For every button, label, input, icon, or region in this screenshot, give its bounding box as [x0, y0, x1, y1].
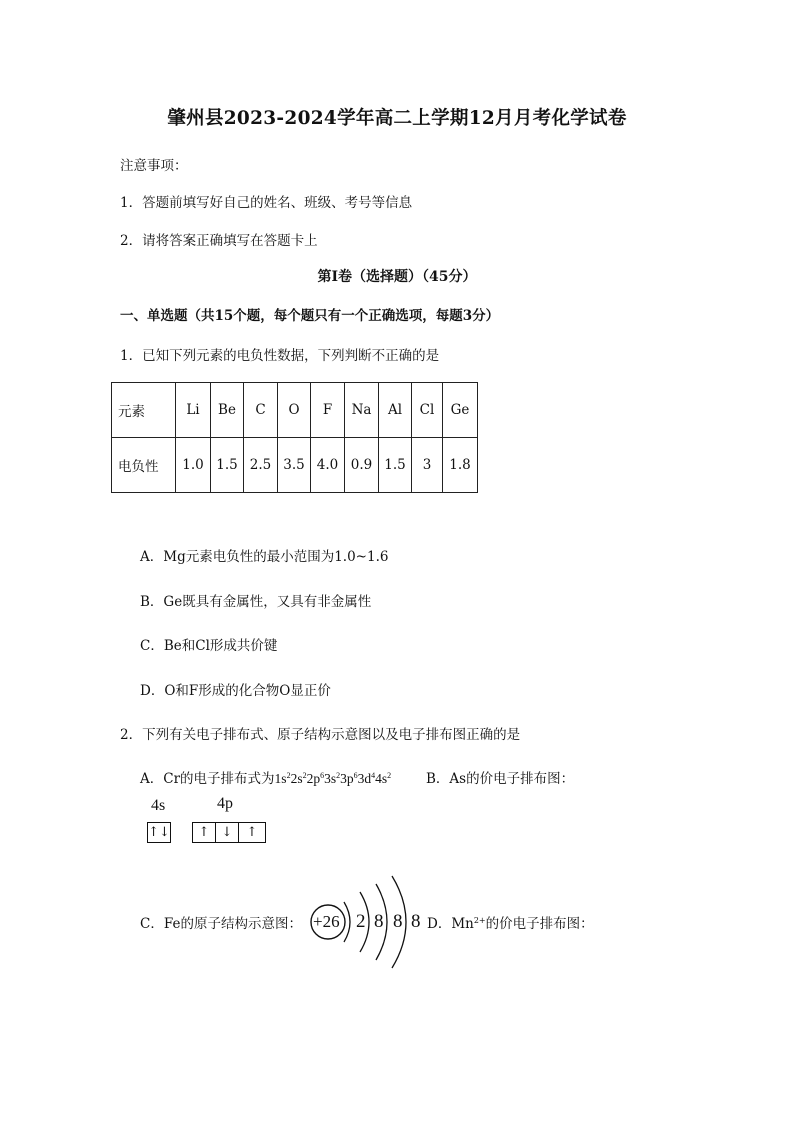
q2-option-d: D．$Mn^{2+}$的价电子排布图： — [427, 916, 594, 932]
table-cell: 0.9 — [345, 438, 379, 493]
table-cell: 3.5 — [278, 438, 311, 493]
table-cell: 3 — [412, 438, 443, 493]
table-cell: Na — [345, 383, 379, 438]
table-cell: 2.5 — [244, 438, 278, 493]
part-one-heading: 一、单选题（共15个题，每个题只有一个正确选项，每题3分） — [120, 308, 500, 324]
electronegativity-table — [111, 382, 478, 493]
q1-option-d: D．O和F形成的化合物O显正价 — [140, 683, 331, 699]
table-cell: Ge — [443, 383, 478, 438]
q1-option-b: B．Ge既具有金属性，又具有非金属性 — [140, 594, 372, 610]
shell-count-2: 8 — [374, 911, 384, 932]
note-item-2: 2．请将答案正确填写在答题卡上 — [120, 233, 318, 249]
orbital-4p-label: 4p — [217, 795, 233, 812]
table-cell: 1.8 — [443, 438, 478, 493]
shell-count-1: 2 — [356, 911, 366, 932]
orbital-box-4p-1: ↑ — [192, 822, 216, 843]
section-title: 第I卷（选择题）（45分） — [317, 269, 477, 285]
notes-heading: 注意事项： — [120, 158, 188, 174]
question-1-stem: 1．已知下列元素的电负性数据，下列判断不正确的是 — [120, 348, 440, 364]
table-cell: 4.0 — [311, 438, 345, 493]
note-item-1: 1．答题前填写好自己的姓名、班级、考号等信息 — [120, 195, 413, 211]
orbital-box-4p-3: ↑ — [238, 822, 266, 843]
table-cell: C — [244, 383, 278, 438]
table-cell: 1.5 — [211, 438, 244, 493]
table-cell: Al — [379, 383, 412, 438]
shell-count-4: 8 — [411, 911, 421, 932]
exam-title: 肇州县2023-2024学年高二上学期12月月考化学试卷 — [167, 108, 627, 129]
nucleus-charge: +26 — [313, 912, 340, 931]
q1-option-c: C．Be和Cl形成共价键 — [140, 638, 278, 654]
table-cell: 1.5 — [379, 438, 412, 493]
table-cell: Be — [211, 383, 244, 438]
orbital-4s-label: 4s — [151, 797, 166, 814]
q1-option-a: A．Mg元素电负性的最小范围为1.0~1.6 — [140, 549, 389, 565]
table-cell: F — [311, 383, 345, 438]
q2-option-c: C．Fe的原子结构示意图： — [140, 916, 302, 932]
q2-option-b: B．As的价电子排布图： — [426, 771, 575, 787]
shell-count-3: 8 — [393, 911, 403, 932]
q2-option-a: A．Cr的电子排布式为$1s^22s^22p^63s^23p^63d^44s^2$ — [140, 771, 392, 787]
table-cell: Li — [176, 383, 211, 438]
table-header-element: 元素 — [112, 383, 176, 438]
orbital-box-4p-2: ↓ — [215, 822, 239, 843]
question-2-stem: 2．下列有关电子排布式、原子结构示意图以及电子排布图正确的是 — [120, 727, 521, 743]
table-cell: 1.0 — [176, 438, 211, 493]
orbital-box-4s: ↑↓ — [147, 822, 171, 843]
table-cell: Cl — [412, 383, 443, 438]
q2-option-a-prefix: A．Cr的电子排布式为 — [140, 771, 275, 787]
table-cell: O — [278, 383, 311, 438]
table-header-electronegativity: 电负性 — [112, 438, 176, 493]
